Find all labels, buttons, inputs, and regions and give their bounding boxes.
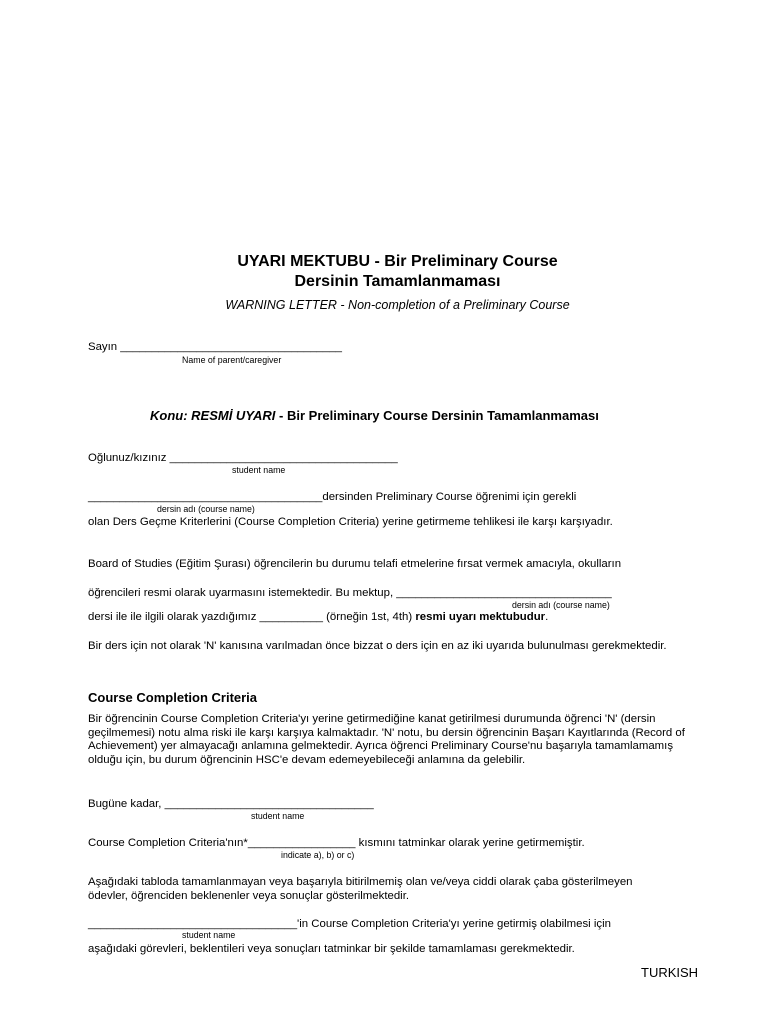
board-line2: öğrencileri resmi olarak uyarmasını istemektedir. Bu mektup, __________________________________ — [88, 587, 612, 599]
board-caption: dersin adı (course name) — [512, 600, 610, 610]
salutation-caption: Name of parent/caregiver — [182, 355, 282, 365]
letter-subtitle: WARNING LETTER - Non-completion of a Preliminary Course — [225, 298, 570, 312]
final-caption: student name — [182, 930, 236, 940]
official-warning-text: resmi uyarı mektubudur — [415, 611, 546, 623]
board-line3-text: dersi ile ile ilgili olarak yazdığımız __________ (örneğin 1st, 4th) — [88, 611, 416, 623]
n-warning-paragraph: Bir ders için not olarak 'N' kanısına varılmadan önce bizzat o ders için en az iki uyarıda bulunulması gerekmektedir. — [88, 640, 667, 652]
student-line: Oğlunuz/kızınız ____________________________________ — [88, 452, 398, 464]
course-line: _____________________________________dersinden Preliminary Course öğrenimi için gerekli — [88, 491, 577, 503]
course-caption: dersin adı (course name) — [157, 504, 255, 514]
board-line3 — [88, 611, 548, 623]
board-line1: Board of Studies (Eğitim Şurası) öğrencilerin bu durumu telafi etmelerine fırsat vermek amacıyla, okulların — [88, 558, 622, 570]
criteria-heading: Course Completion Criteria — [88, 690, 258, 705]
final-line: _________________________________'in Course Completion Criteria'yı yerine getirmiş olabilmesi için — [88, 918, 611, 930]
to-date-line: Bugüne kadar, _________________________________ — [88, 798, 374, 810]
criteria-line: Course Completion Criteria'nın*_________________ kısmını tatminkar olarak yerine getirmemiştir. — [88, 837, 585, 849]
final-continuation: aşağıdaki görevleri, beklentileri veya sonuçları tatminkar bir şekilde tamamlaması gerekmektedir. — [88, 943, 575, 955]
subject-line — [150, 408, 599, 423]
letter-title-line1: UYARI MEKTUBU - Bir Preliminary Course — [237, 253, 558, 270]
criteria-paragraph: Bir öğrencinin Course Completion Criteria'yı yerine getirmediğine kanat getirilmesi durumunda öğrenci 'N' (dersin geçilmemesi) notu alma riski ile karşı karşıya kalmaktadır. 'N' notu, bu dersin öğrencinin Başarı Kayıtlarında (Record of Achievement) yer almayacağı anlamına gelmektedir. Ayrıca öğrenci Preliminary Course'nu başarıyla tamamlamamış olduğu için, bu durum öğrencinin HSC'e devam edemeyebileceği anlamına da gelebilir. — [88, 713, 685, 766]
letter-title-line2: Dersinin Tamamlanmaması — [294, 273, 501, 290]
table-intro-paragraph: Aşağıdaki tabloda tamamlanmayan veya başarıyla bitirilmemiş olan ve/veya ciddi olarak çaba gösterilmeyen ödevler, öğrenciden beklenenler veya sonuçlar gösterilmektedir. — [88, 876, 633, 902]
subject-prefix: Konu: RESMİ UYARI — [150, 408, 276, 423]
board-line3-end: . — [545, 611, 549, 623]
course-continuation: olan Ders Geçme Kriterlerini (Course Completion Criteria) yerine getirmeme tehlikesi ile karşı karşıyadır. — [88, 516, 613, 528]
student-caption: student name — [232, 465, 286, 475]
salutation-line: Sayın ___________________________________ — [88, 341, 343, 353]
to-date-caption: student name — [251, 811, 305, 821]
criteria-line-caption: indicate a), b) or c) — [281, 850, 355, 860]
language-footer: TURKISH — [641, 965, 699, 980]
subject-rest: - Bir Preliminary Course Dersinin Tamamlanmaması — [275, 408, 599, 423]
